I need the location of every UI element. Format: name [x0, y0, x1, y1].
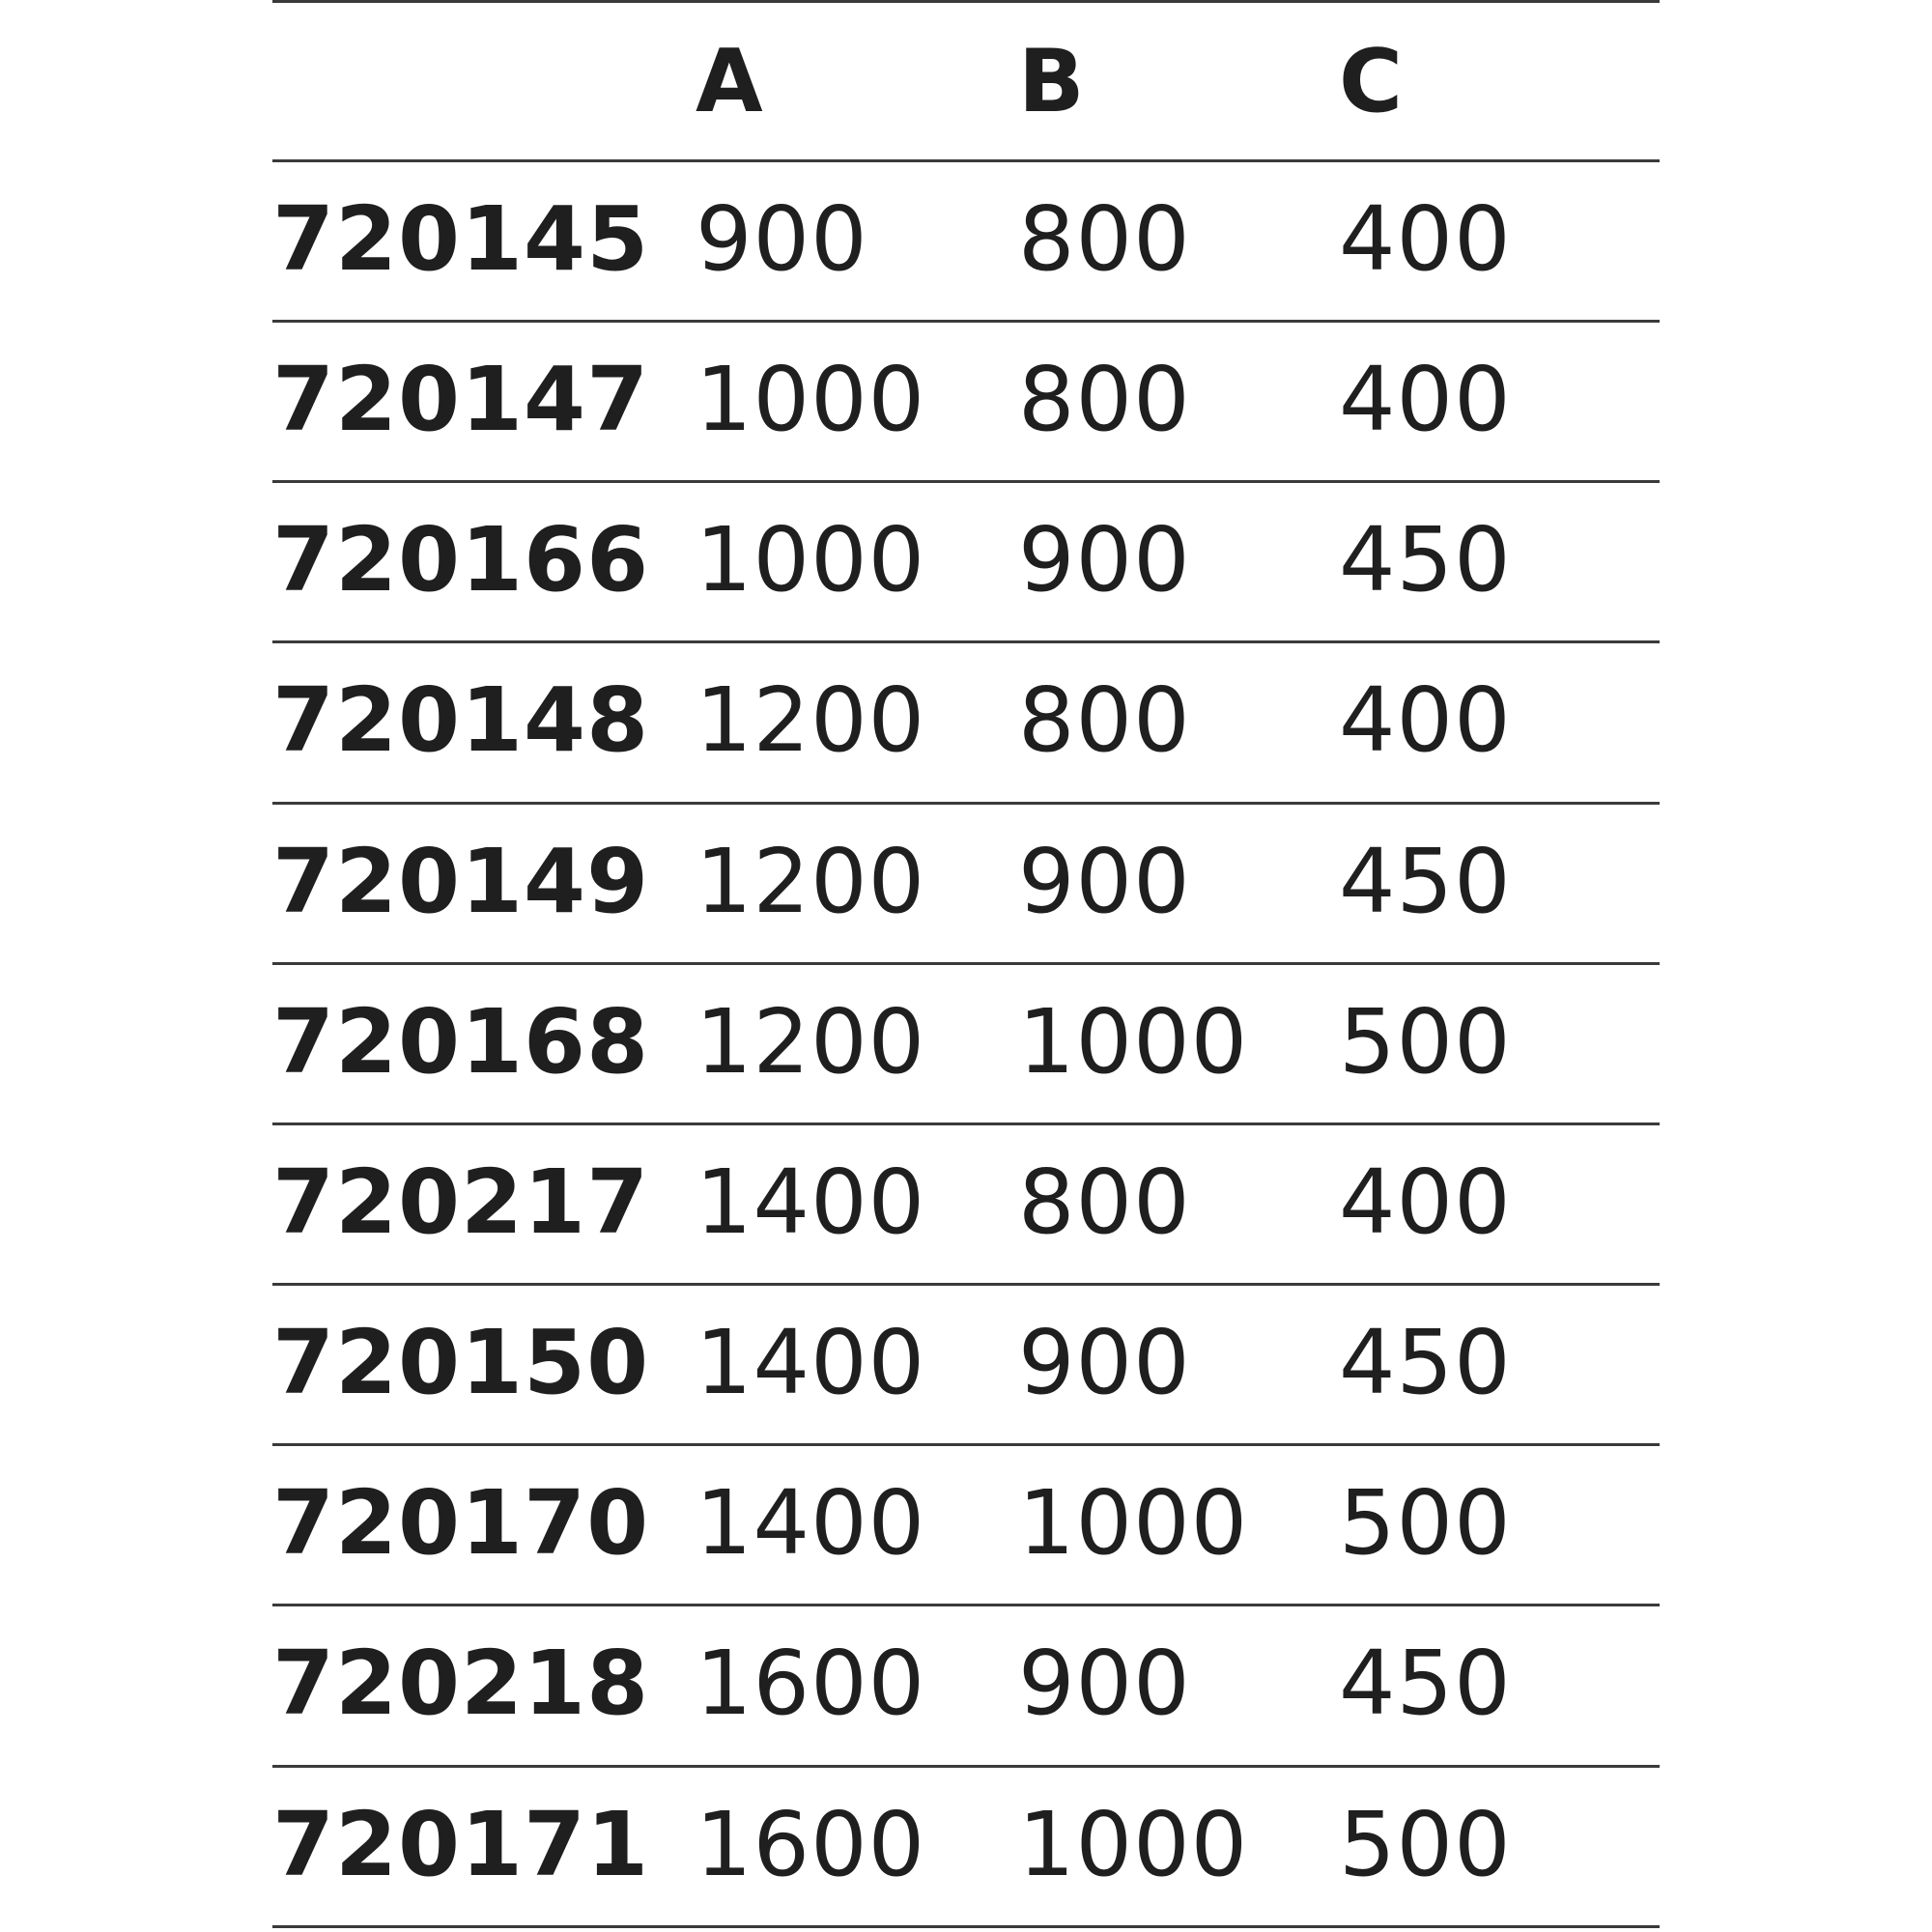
value-b: 1000	[1018, 1471, 1249, 1575]
article-number: 720149	[272, 830, 650, 933]
value-a: 1200	[696, 830, 926, 933]
value-b: 800	[1018, 187, 1191, 291]
value-b: 900	[1018, 508, 1191, 611]
table-row	[272, 803, 1660, 960]
value-c: 500	[1339, 1471, 1512, 1575]
value-a: 1400	[696, 1311, 926, 1414]
dimensions-table	[272, 0, 1660, 1932]
value-a: 1200	[696, 990, 926, 1094]
value-a: 1000	[696, 348, 926, 451]
value-a: 1000	[696, 508, 926, 611]
table-row	[272, 1605, 1660, 1762]
value-b: 800	[1018, 668, 1191, 772]
table-bottom-rule	[272, 1925, 1660, 1928]
value-c: 450	[1339, 508, 1512, 611]
value-b: 900	[1018, 1632, 1191, 1735]
article-number: 720170	[272, 1471, 650, 1575]
article-number: 720150	[272, 1311, 650, 1414]
article-number: 720168	[272, 990, 650, 1094]
table-row	[272, 1444, 1660, 1602]
article-number: 720147	[272, 348, 650, 451]
table-row	[272, 641, 1660, 799]
value-b: 900	[1018, 830, 1191, 933]
value-b: 900	[1018, 1311, 1191, 1414]
article-number: 720148	[272, 668, 650, 772]
table-row	[272, 481, 1660, 639]
table-row	[272, 321, 1660, 478]
article-number: 720145	[272, 187, 650, 291]
table-row	[272, 1123, 1660, 1281]
table-header-row	[272, 3, 1660, 160]
value-b: 1000	[1018, 1793, 1249, 1896]
table-row	[272, 160, 1660, 318]
value-a: 1200	[696, 668, 926, 772]
header-cell-b: B	[1018, 31, 1086, 132]
value-c: 400	[1339, 1151, 1512, 1254]
value-a: 1600	[696, 1793, 926, 1896]
value-a: 1600	[696, 1632, 926, 1735]
article-number: 720217	[272, 1151, 650, 1254]
value-b: 800	[1018, 348, 1191, 451]
value-b: 800	[1018, 1151, 1191, 1254]
value-c: 400	[1339, 348, 1512, 451]
value-c: 450	[1339, 1311, 1512, 1414]
article-number: 720218	[272, 1632, 650, 1735]
value-a: 1400	[696, 1151, 926, 1254]
value-a: 1400	[696, 1471, 926, 1575]
value-c: 450	[1339, 1632, 1512, 1735]
table-row	[272, 1284, 1660, 1441]
value-c: 500	[1339, 1793, 1512, 1896]
header-cell-c: C	[1339, 31, 1405, 132]
value-c: 400	[1339, 187, 1512, 291]
header-cell-a: A	[696, 31, 764, 132]
value-c: 500	[1339, 990, 1512, 1094]
table-row	[272, 963, 1660, 1121]
value-b: 1000	[1018, 990, 1249, 1094]
value-c: 450	[1339, 830, 1512, 933]
article-number: 720166	[272, 508, 650, 611]
value-c: 400	[1339, 668, 1512, 772]
article-number: 720171	[272, 1793, 650, 1896]
value-a: 900	[696, 187, 868, 291]
table-row	[272, 1766, 1660, 1923]
